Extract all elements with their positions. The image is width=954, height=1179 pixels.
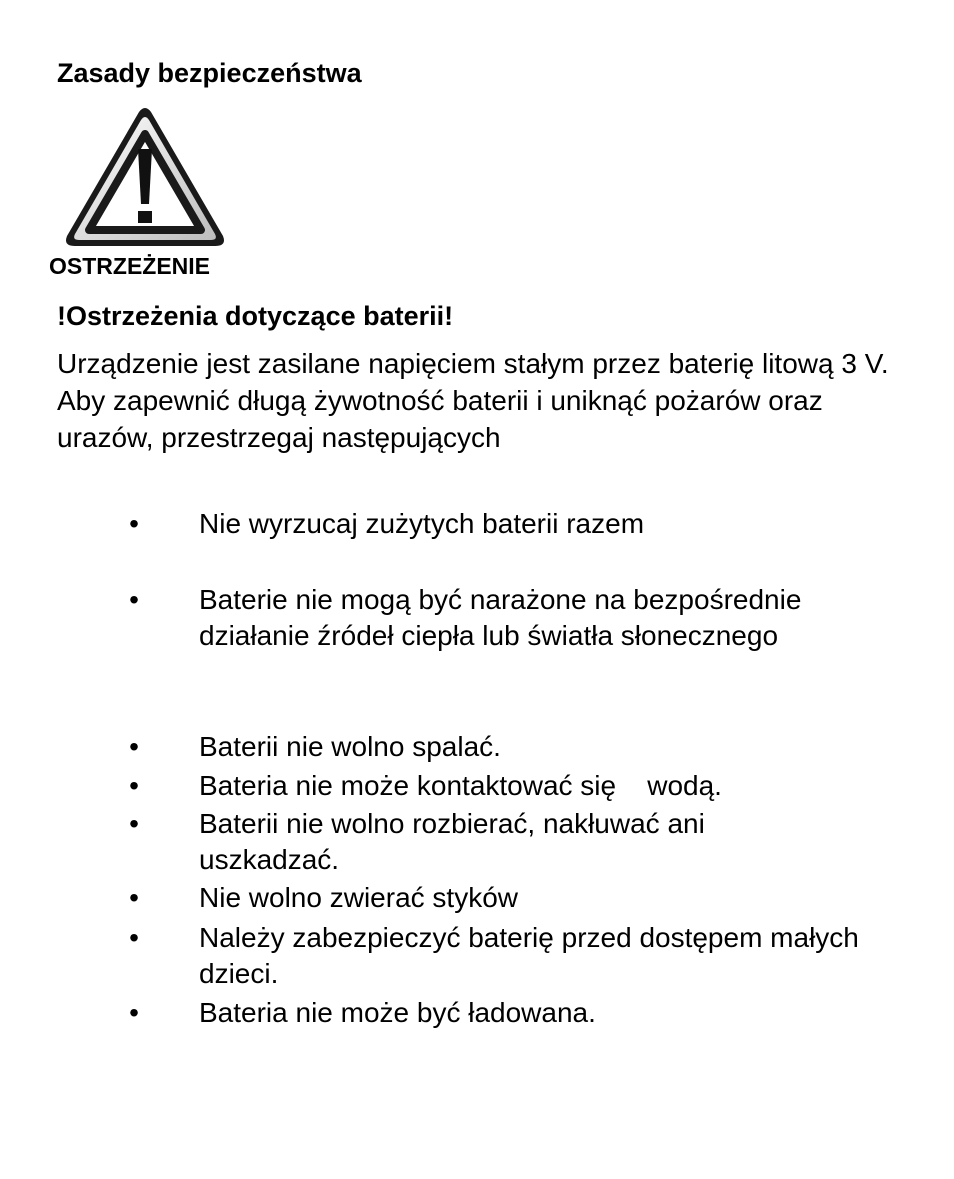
bullet-icon: • xyxy=(129,508,139,539)
section-title: Zasady bezpieczeństwa xyxy=(57,58,362,88)
list-item-text: Nie wolno zwierać styków xyxy=(199,882,518,913)
bullet-icon: • xyxy=(129,584,139,615)
list-item-text: Nie wyrzucaj zużytych baterii razem xyxy=(199,508,645,539)
bullet-icon: • xyxy=(129,997,139,1028)
bullet-icon: • xyxy=(129,731,139,762)
list-item-text: Baterii nie wolno rozbierać, nakłuwać ani uszkadzać. xyxy=(199,808,705,875)
list-item-text: Baterii nie wolno spalać. xyxy=(199,731,501,762)
list-item-text: Bateria nie może być ładowana. xyxy=(199,997,596,1028)
bullet-icon: • xyxy=(129,808,139,839)
bullet-icon: • xyxy=(129,882,139,913)
list-item-text: Należy zabezpieczyć baterię przed dostępem małych dzieci. xyxy=(199,922,859,989)
bullet-icon: • xyxy=(129,770,139,801)
battery-warnings-heading: !Ostrzeżenia dotyczące baterii! xyxy=(57,301,454,331)
list-item-text: Baterie nie mogą być narażone na bezpośrednie działanie źródeł ciepła lub światła słonecznego xyxy=(199,584,802,651)
bullet-icon: • xyxy=(129,922,139,953)
warning-label: OSTRZEŻENIE xyxy=(49,253,211,279)
intro-paragraph: Urządzenie jest zasilane napięciem stałym przez baterię litową 3 V. Aby zapewnić długą żywotność baterii i uniknąć pożarów oraz urazów, przestrzegaj następujących xyxy=(57,348,889,453)
list-item-text: Bateria nie może kontaktować się wodą. xyxy=(199,770,722,801)
warning-triangle-icon xyxy=(55,102,235,252)
